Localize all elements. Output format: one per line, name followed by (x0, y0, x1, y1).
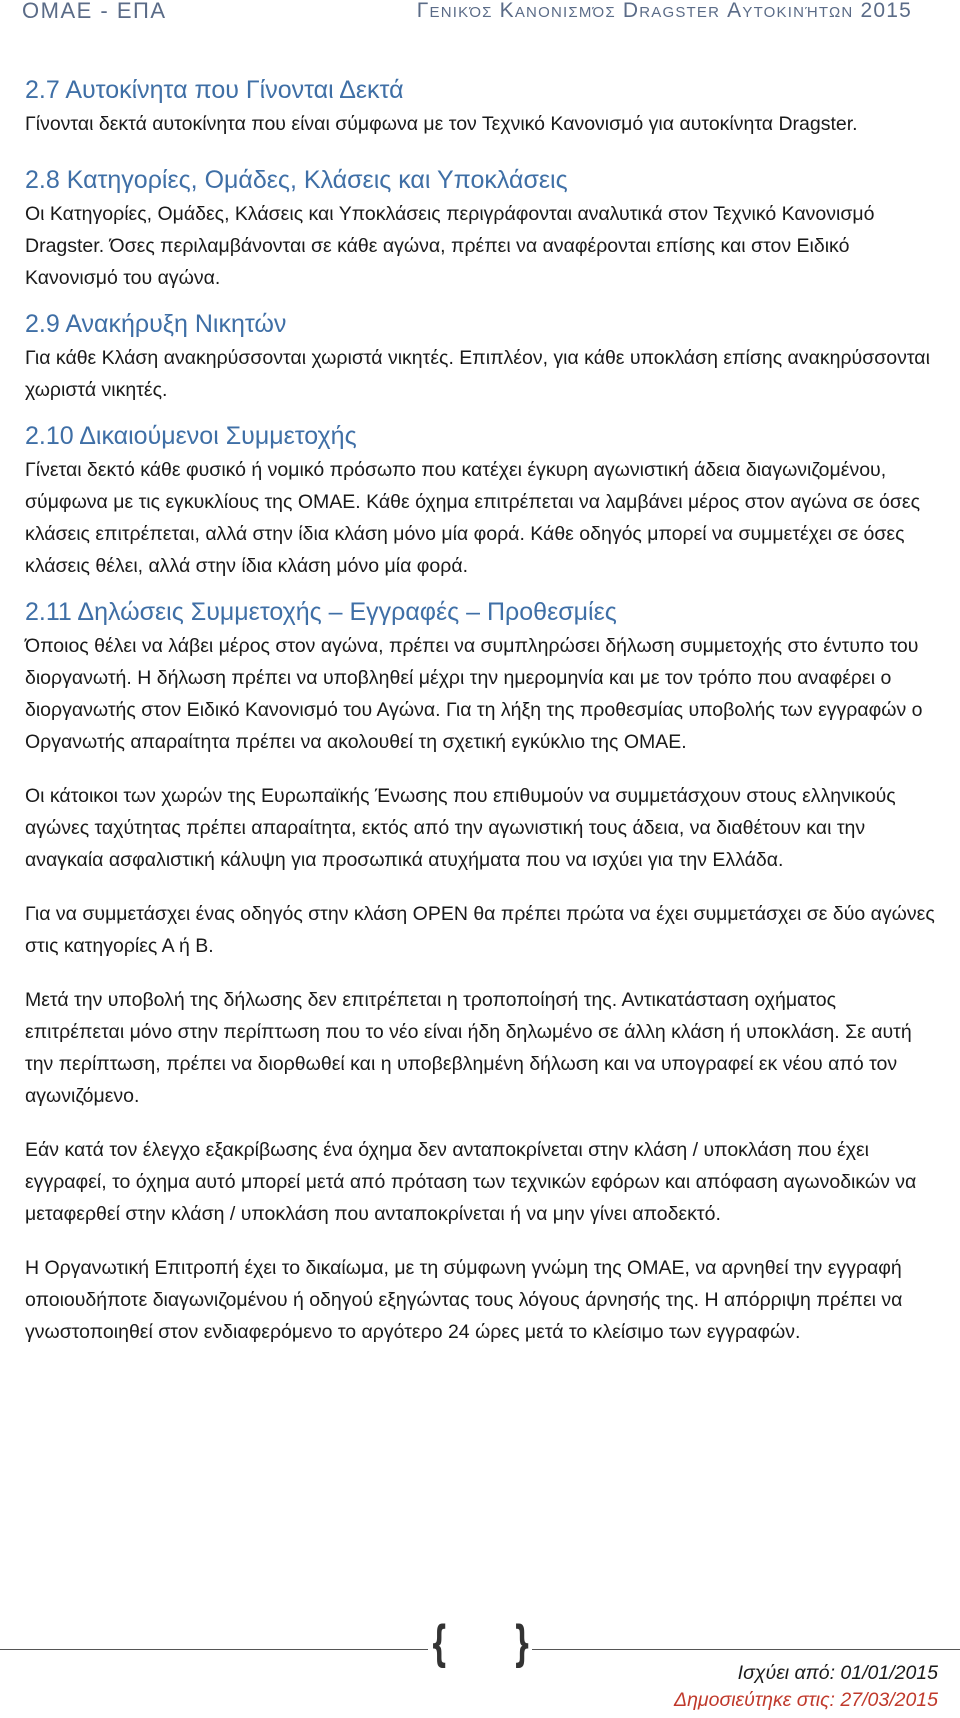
document-body (25, 72, 940, 1360)
page-footer (0, 1616, 960, 1718)
footer-bracket-right: } (512, 1616, 532, 1672)
section-2-10 (25, 418, 940, 582)
header-document-title: Γενικός Κανονισμός Dragster Αυτοκινήτων 2015 (416, 0, 912, 22)
page-header (0, 0, 960, 30)
section-heading: 2.8 Κατηγορίες, Ομάδες, Κλάσεις και Υποκλάσεις (25, 166, 568, 194)
paragraph: Μετά την υποβολή της δήλωσης δεν επιτρέπεται η τροποποίησή της. Αντικατάσταση οχήματος επιτρέπεται μόνο στην περίπτωση που το νέο είναι ήδη δηλωμένο σε άλλη κλάση ή υποκλάση. Σε αυτή την περίπτωση, πρέπει να διορθωθεί και η υποβεβλημένη δήλωση και να υπογραφεί εκ νέου από τον αγωνιζόμενο. (25, 989, 912, 1107)
section-heading: 2.7 Αυτοκίνητα που Γίνονται Δεκτά (25, 76, 404, 104)
paragraph: Γίνεται δεκτό κάθε φυσικό ή νομικό πρόσωπο που κατέχει έγκυρη αγωνιστική άδεια διαγωνιζομένου, σύμφωνα με τις εγκυκλίους της ΟΜΑΕ. Κάθε όχημα επιτρέπεται να λαμβάνει μέρος στον αγώνα σε όσες κλάσεις επιτρέπεται, αλλά στην ίδια κλάση μόνο μία φορά. Κάθε οδηγός μπορεί να συμμετέχει σε όσες κλάσεις θέλει, αλλά στην ίδια κλάση μόνο μία φορά. (25, 459, 921, 577)
section-2-7 (25, 72, 940, 140)
paragraph: Οι Κατηγορίες, Ομάδες, Κλάσεις και Υποκλάσεις περιγράφονται αναλυτικά στον Τεχνικό Κανονισμό Dragster. Όσες περιλαμβάνονται σε κάθε αγώνα, πρέπει να αναφέρονται επίσης και στον Ειδικό Κανονισμό του αγώνα. (25, 203, 875, 289)
footer-bracket-left: { (429, 1616, 449, 1672)
paragraph: Γίνονται δεκτά αυτοκίνητα που είναι σύμφωνα με τον Τεχνικό Κανονισμό για αυτοκίνητα Dragster. (25, 113, 858, 135)
paragraph: Εάν κατά τον έλεγχο εξακρίβωσης ένα όχημα δεν ανταποκρίνεται στην κλάση / υποκλάση που έχει εγγραφεί, το όχημα αυτό μπορεί μετά από πρόταση των τεχνικών εφόρων και απόφαση αγωνοδικών να μεταφερθεί στην κλάση / υποκλάση που ανταποκρίνεται ή να μην γίνει αποδεκτό. (25, 1139, 917, 1225)
section-2-11 (25, 594, 940, 1348)
section-heading: 2.10 Δικαιούμενοι Συμμετοχής (25, 422, 357, 450)
section-2-8 (25, 162, 940, 294)
section-2-9 (25, 306, 940, 406)
paragraph: Για κάθε Κλάση ανακηρύσσονται χωριστά νικητές. Επιπλέον, για κάθε υποκλάση επίσης ανακηρύσσονται χωριστά νικητές. (25, 347, 930, 401)
published-date: Δημοσιεύτηκε στις: 27/03/2015 (674, 1689, 938, 1711)
header-organization: ΟΜΑΕ - ΕΠΑ (22, 0, 167, 23)
footer-divider-right (532, 1649, 960, 1650)
footer-divider-left (0, 1649, 428, 1650)
section-heading: 2.11 Δηλώσεις Συμμετοχής – Εγγραφές – Προθεσμίες (25, 598, 617, 626)
section-heading: 2.9 Ανακήρυξη Νικητών (25, 310, 287, 338)
valid-from-date: Ισχύει από: 01/01/2015 (737, 1662, 938, 1684)
paragraph: Η Οργανωτική Επιτροπή έχει το δικαίωμα, με τη σύμφωνη γνώμη της ΟΜΑΕ, να αρνηθεί την εγγραφή οποιουδήποτε διαγωνιζομένου ή οδηγού εξηγώντας τους λόγους άρνησής της. Η απόρριψη πρέπει να γνωστοποιηθεί στον ενδιαφερόμενο το αργότερο 24 ώρες μετά το κλείσιμο των εγγραφών. (25, 1257, 903, 1343)
paragraph: Οι κάτοικοι των χωρών της Ευρωπαϊκής Ένωσης που επιθυμούν να συμμετάσχουν στους ελληνικούς αγώνες ταχύτητας πρέπει απαραίτητα, εκτός από την αγωνιστική τους άδεια, να διαθέτουν και την αναγκαία ασφαλιστική κάλυψη για προσωπικά ατυχήματα που να ισχύει για την Ελλάδα. (25, 785, 896, 871)
paragraph: Για να συμμετάσχει ένας οδηγός στην κλάση OPEN θα πρέπει πρώτα να έχει συμμετάσχει σε δύο αγώνες στις κατηγορίες Α ή Β. (25, 903, 935, 957)
paragraph: Όποιος θέλει να λάβει μέρος στον αγώνα, πρέπει να συμπληρώσει δήλωση συμμετοχής στο έντυπο του διοργανωτή. Η δήλωση πρέπει να υποβληθεί μέχρι την ημερομηνία και με τον τρόπο που αναφέρει ο διοργανωτής στον Ειδικό Κανονισμό του Αγώνα. Για τη λήξη της προθεσμίας υποβολής των εγγραφών ο Οργανωτής απαραίτητα πρέπει να ακολουθεί τη σχετική εγκύκλιο της ΟΜΑΕ. (25, 635, 923, 753)
